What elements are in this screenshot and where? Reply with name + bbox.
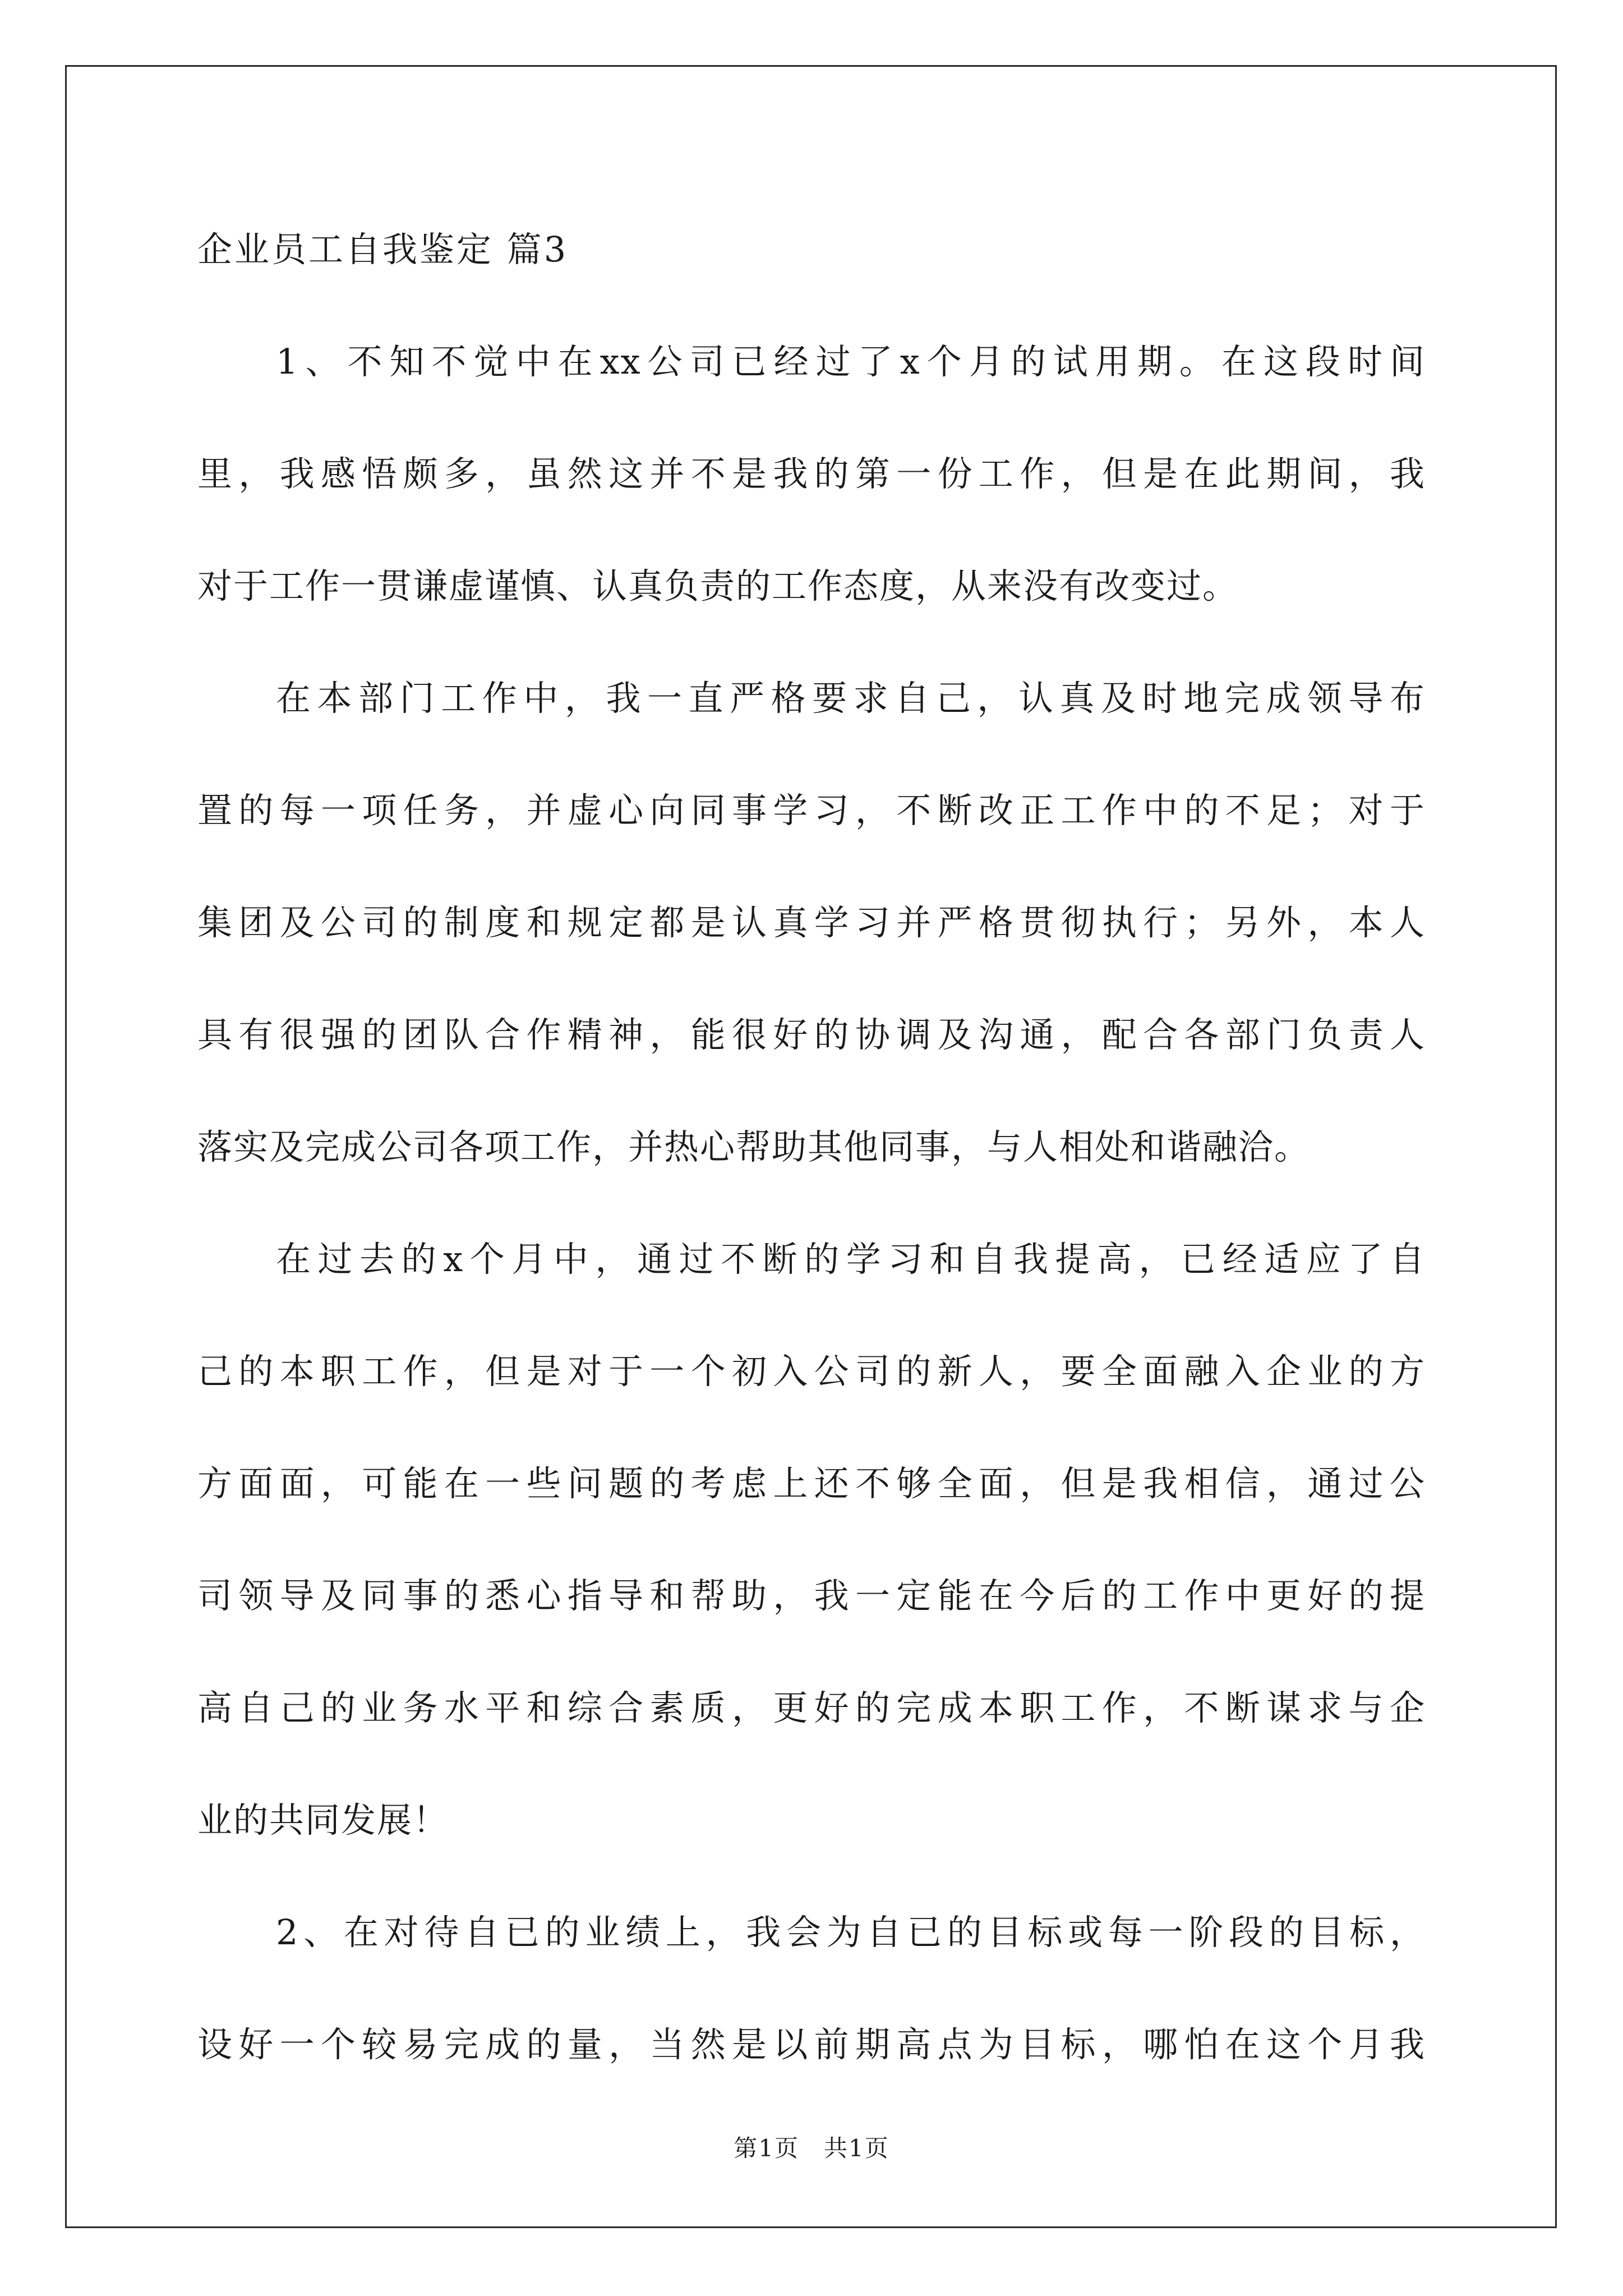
text-line: 集团及公司的制度和规定都是认真学习并严格贯彻执行；另外，本人 [197, 902, 1426, 943]
text-line: 司领导及同事的悉心指导和帮助，我一定能在今后的工作中更好的提 [197, 1575, 1426, 1616]
text-line: 方面面，可能在一些问题的考虑上还不够全面，但是我相信，通过公 [197, 1463, 1426, 1504]
text-line: 对于工作一贯谦虚谨慎、认真负责的工作态度，从来没有改变过。 [197, 565, 1239, 606]
document-body [197, 222, 1426, 2129]
text-line: 在本部门工作中，我一直严格要求自己，认真及时地完成领导布 [276, 678, 1426, 719]
page-footer: 第1页 共1页 [734, 2134, 889, 2162]
text-line: 2、在对待自已的业绩上，我会为自已的目标或每一阶段的目标， [276, 1912, 1426, 1953]
text-line: 具有很强的团队合作精神，能很好的协调及沟通，配合各部门负责人 [197, 1014, 1426, 1055]
text-line: 置的每一项任务，并虚心向同事学习，不断改正工作中的不足；对于 [197, 790, 1426, 831]
text-line: 业的共同发展！ [197, 1800, 449, 1841]
document-title: 企业员工自我鉴定 篇3 [197, 229, 569, 270]
text-line: 1、不知不觉中在xx公司已经过了x个月的试用期。在这段时间 [276, 341, 1426, 382]
text-line: 己的本职工作，但是对于一个初入公司的新人，要全面融入企业的方 [197, 1351, 1426, 1392]
text-line: 里，我感悟颇多，虽然这并不是我的第一份工作，但是在此期间，我 [197, 453, 1426, 494]
paragraph-lines [197, 334, 1426, 2073]
text-line: 在过去的x个月中，通过不断的学习和自我提高，已经适应了自 [276, 1239, 1426, 1280]
text-line: 设好一个较易完成的量，当然是以前期高点为目标，哪怕在这个月我 [197, 2024, 1426, 2065]
text-line: 落实及完成公司各项工作，并热心帮助其他同事，与人相处和谐融洽。 [197, 1126, 1311, 1167]
text-line: 高自己的业务水平和综合素质，更好的完成本职工作，不断谋求与企 [197, 1687, 1426, 1728]
